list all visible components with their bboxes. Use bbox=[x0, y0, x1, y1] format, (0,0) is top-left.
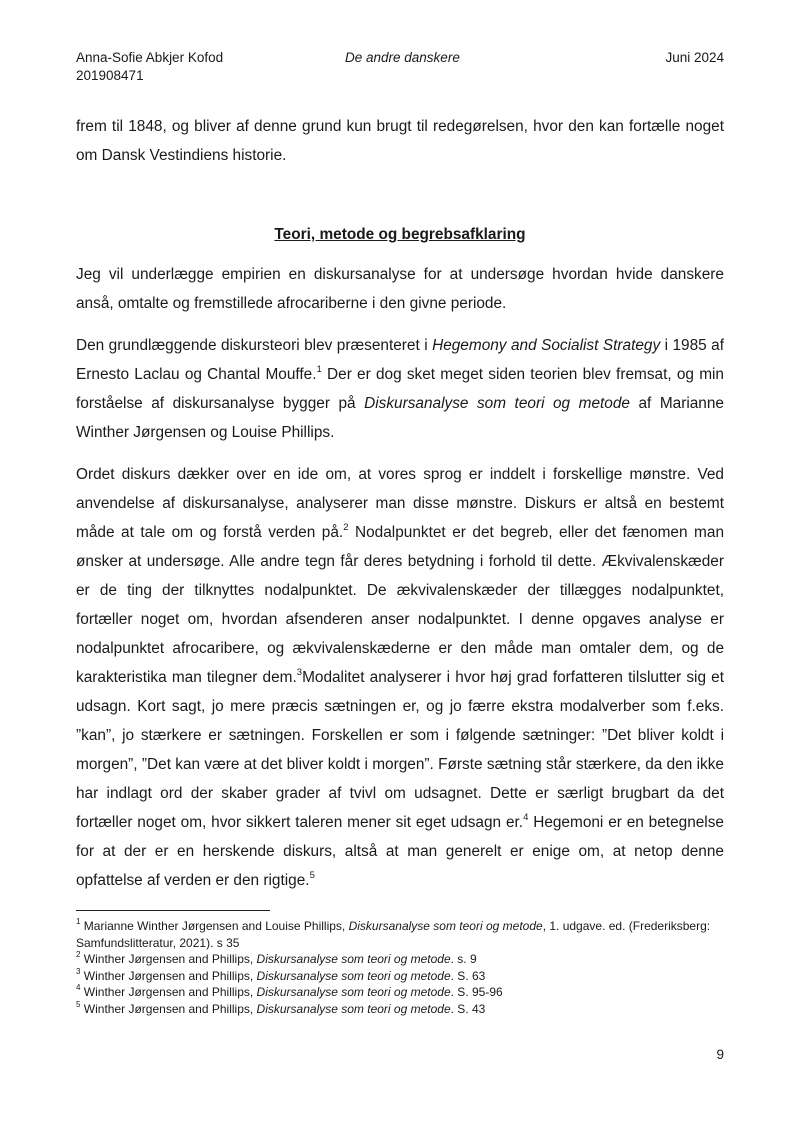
book-title-hegemony: Hegemony and Socialist Strategy bbox=[432, 337, 661, 354]
footnote-text: . S. 43 bbox=[450, 1001, 486, 1016]
text-run: i 1985 af Ernesto Laclau og Chantal Mouffe. bbox=[76, 337, 724, 383]
header-date: Juni 2024 bbox=[665, 50, 724, 65]
text-run: Ordet diskurs dækker over en ide om, at vores sprog er inddelt i forskellige mønstre. Ved anvendelse af diskursanalyse, analyserer man disse mønstre. Diskurs er altså en bestemt måde at tale om og forstå verden på. bbox=[76, 466, 724, 541]
footnote-separator bbox=[76, 910, 270, 911]
footnote-number: 3 bbox=[76, 966, 81, 976]
text-run: Modalitet analyserer i hvor høj grad forfatteren tilslutter sig et udsagn. Kort sagt, jo mere præcis sætningen er, og jo færre ekstra modalverber som f.eks. ”kan”, jo stærkere er sætningen. Forskellen er som i følgende sætninger: ”Det bliver koldt i morgen”, ”Det kan være at det bliver koldt i morgen”. Første sætning står stærkere, da den ikke har indlagt ord der skaber grader af tvivl om udsagnet. Dette er særligt brugbart da det fortæller noget om, hvor sikkert taleren mener sit eget udsagn er. bbox=[76, 669, 724, 831]
footnote-text: , 1. udgave. ed. (Frederiksberg: Samfundslitteratur, 2021). s 35 bbox=[76, 919, 711, 950]
text-run: Nodalpunktet er det begreb, eller det fænomen man ønsker at undersøge. Alle andre tegn får deres betydning i forhold til dette. Ækvivalenskæder er de ting der tilknyttes nodalpunktet. De ækvivalenskæder der tillægges nodalpunktet, fortæller noget om, hvordan afsenderen anser nodalpunktet. I denne opgaves analyse er nodalpunktet afrocaribere, og ækvivalenskæderne er den måde man omtaler dem, og de karakteristika man tilegner dem. bbox=[76, 524, 724, 686]
footnote-number: 2 bbox=[76, 950, 81, 959]
footnote-text: Winther Jørgensen and Phillips, bbox=[80, 1001, 257, 1016]
page-number: 9 bbox=[716, 1047, 724, 1062]
book-title-diskursanalyse: Diskursanalyse som teori og metode bbox=[364, 395, 630, 412]
footnotes bbox=[76, 918, 726, 1017]
footnote-text: Winther Jørgensen and Phillips, bbox=[80, 952, 257, 966]
footnote-number: 4 bbox=[76, 983, 81, 992]
footnote-3 bbox=[76, 968, 726, 985]
footnote-ref-5[interactable]: 5 bbox=[309, 869, 315, 881]
header-student-id: 201908471 bbox=[76, 68, 144, 83]
footnote-4 bbox=[76, 984, 726, 1001]
footnote-book-title: Diskursanalyse som teori og metode bbox=[256, 952, 451, 966]
footnote-book-title: Diskursanalyse som teori og metode bbox=[256, 985, 451, 999]
intro-paragraph: frem til 1848, og bliver af denne grund kun brugt til redegørelsen, hvor den kan fortælle noget om Dansk Vestindiens historie. bbox=[76, 118, 724, 164]
footnote-ref-1[interactable]: 1 bbox=[316, 363, 322, 375]
footnote-ref-2[interactable]: 2 bbox=[343, 521, 349, 533]
footnote-text: . S. 63 bbox=[450, 968, 486, 983]
paragraph-method: Jeg vil underlægge empirien en diskursanalyse for at undersøge hvordan hvide danskere anså, omtalte og fremstillede afrocariberne i den givne periode. bbox=[76, 266, 724, 312]
footnote-number: 1 bbox=[76, 917, 81, 926]
footnote-book-title: Diskursanalyse som teori og metode bbox=[256, 968, 451, 983]
footnote-text: Winther Jørgensen and Phillips, bbox=[80, 968, 257, 983]
header-author: Anna-Sofie Abkjer Kofod bbox=[76, 50, 224, 65]
text-run: af Marianne Winther Jørgensen og Louise Phillips. bbox=[76, 395, 724, 441]
footnote-text: . S. 95-96 bbox=[450, 985, 503, 999]
footnote-5 bbox=[76, 1001, 726, 1018]
text-run: Der er dog sket meget siden teorien blev fremsat, og min forståelse af diskursanalyse bygger på bbox=[76, 366, 724, 412]
footnote-book-title: Diskursanalyse som teori og metode bbox=[348, 919, 543, 933]
footnote-book-title: Diskursanalyse som teori og metode bbox=[256, 1001, 451, 1016]
paragraph-concepts bbox=[76, 460, 724, 895]
header-title: De andre danskere bbox=[345, 50, 460, 65]
header-author-block bbox=[76, 49, 223, 85]
footnote-number: 5 bbox=[76, 999, 81, 1009]
section-heading: Teori, metode og begrebsafklaring bbox=[274, 226, 526, 243]
text-run: Den grundlæggende diskursteori blev præsenteret i bbox=[76, 337, 433, 354]
paragraph-discourse-theory bbox=[76, 331, 724, 447]
footnote-2 bbox=[76, 951, 726, 968]
footnote-text: Marianne Winther Jørgensen and Louise Phillips, bbox=[80, 919, 349, 933]
footnote-text: Winther Jørgensen and Phillips, bbox=[80, 985, 257, 999]
footnote-1 bbox=[76, 918, 726, 951]
footnote-text: . s. 9 bbox=[450, 952, 477, 966]
text-run: Hegemoni er en betegnelse for at der er en herskende diskurs, altså at man generelt er enige om, at netop denne opfattelse af verden er den rigtige. bbox=[76, 814, 724, 889]
footnote-ref-4[interactable]: 4 bbox=[523, 811, 529, 823]
footnote-ref-3[interactable]: 3 bbox=[296, 666, 303, 678]
